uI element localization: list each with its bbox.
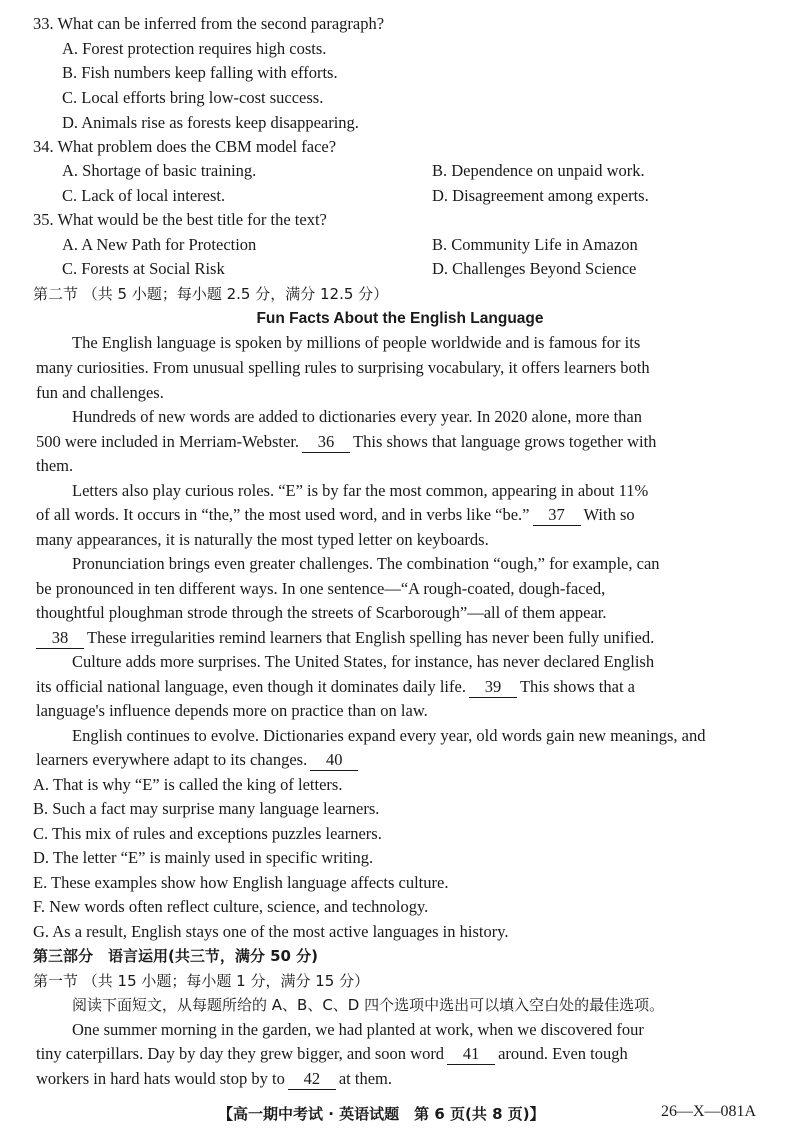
paragraph-4-line-4 [36,628,766,649]
question-35-option-c: C. Forests at Social Risk [62,259,225,278]
paragraph-3-line-2 [36,505,766,526]
paragraph-5-line-3: language's influence depends more on practice than on law. [36,701,428,720]
paragraph-2-line-1: Hundreds of new words are added to dictionaries every year. In 2020 alone, more than [72,407,642,426]
paragraph-1-line-3: fun and challenges. [36,383,164,402]
paragraph-6-line-1: English continues to evolve. Dictionaries expand every year, old words gain new meanings, and [72,726,706,745]
question-33-stem: 33. What can be inferred from the second paragraph? [33,14,385,33]
question-34-option-a: A. Shortage of basic training. [62,161,257,180]
paragraph-1-line-2: many curiosities. From unusual spelling rules to surprising vocabulary, it offers learners both [36,358,650,377]
section-2-header: 第二节 （共 5 小题；每小题 2.5 分，满分 12.5 分） [33,285,389,303]
footer-code: 26—X—081A [661,1103,757,1120]
paragraph-2-text-b: This shows that language grows together with [353,432,657,451]
blank-42: 42 [288,1069,336,1090]
blank-37: 37 [533,505,581,526]
question-34-option-b: B. Dependence on unpaid work. [432,161,645,180]
option-f: F. New words often reflect culture, science, and technology. [33,897,429,916]
cloze-line-2 [36,1044,766,1065]
paragraph-6-text: learners everywhere adapt to its changes. [36,750,308,769]
cloze-text-d: at them. [338,1069,393,1088]
cloze-line-3 [36,1069,766,1090]
question-35-option-b: B. Community Life in Amazon [432,235,638,254]
paragraph-2-line-2 [36,432,766,453]
option-c: C. This mix of rules and exceptions puzzles learners. [33,824,382,843]
option-a: A. That is why “E” is called the king of letters. [33,775,343,794]
blank-36: 36 [302,432,350,453]
paragraph-4-line-3: thoughtful ploughman strode through the streets of Scarborough”—all of them appear. [36,603,607,622]
paragraph-3-text-a: of all words. It occurs in “the,” the most used word, and in verbs like “be.” [36,505,530,524]
paragraph-5-text-a: its official national language, even though it dominates daily life. [36,677,466,696]
question-34-option-d: D. Disagreement among experts. [432,186,649,205]
blank-39: 39 [469,677,517,698]
question-34-option-c: C. Lack of local interest. [62,186,226,205]
cloze-text-a: tiny caterpillars. Day by day they grew bigger, and soon word [36,1044,445,1063]
paragraph-5-text-b: This shows that a [519,677,636,696]
paragraph-3-line-3: many appearances, it is naturally the most typed letter on keyboards. [36,530,489,549]
paragraph-4-line-1: Pronunciation brings even greater challenges. The combination “ough,” for example, can [72,554,660,573]
paragraph-5-line-2 [36,677,766,698]
question-35-option-d: D. Challenges Beyond Science [432,259,637,278]
option-d: D. The letter “E” is mainly used in specific writing. [33,848,374,867]
cloze-text-c: workers in hard hats would stop by to [36,1069,285,1088]
question-35-option-a: A. A New Path for Protection [62,235,257,254]
paragraph-2-text-a: 500 were included in Merriam-Webster. [36,432,300,451]
question-33-option-c: C. Local efforts bring low-cost success. [62,88,324,107]
paragraph-1-line-1: The English language is spoken by millions of people worldwide and is famous for its [72,333,641,352]
section-1-header: 第一节 （共 15 小题；每小题 1 分，满分 15 分） [33,972,370,990]
question-34-stem: 34. What problem does the CBM model face? [33,137,337,156]
blank-38: 38 [36,628,84,649]
paragraph-2-line-3: them. [36,456,74,475]
paragraph-4-line-2: be pronounced in ten different ways. In one sentence—“A rough-coated, dough-faced, [36,579,606,598]
question-33-option-b: B. Fish numbers keep falling with efforts. [62,63,338,82]
cloze-text-b: around. Even tough [498,1044,628,1063]
option-b: B. Such a fact may surprise many language learners. [33,799,380,818]
footer-title: 【高一期中考试 · 英语试题 第 6 页(共 8 页)】 [218,1105,545,1123]
question-35-stem: 35. What would be the best title for the text? [33,210,327,229]
question-33-option-a: A. Forest protection requires high costs. [62,39,327,58]
option-g: G. As a result, English stays one of the most active languages in history. [33,922,509,941]
cloze-instruction: 阅读下面短文，从每题所给的 A、B、C、D 四个选项中选出可以填入空白处的最佳选项。 [72,996,665,1014]
paragraph-3-text-b: With so [583,505,635,524]
paragraph-6-line-2 [36,750,766,771]
passage-title: Fun Facts About the English Language [256,310,544,327]
page-footer [0,1103,800,1127]
blank-41: 41 [447,1044,495,1065]
blank-40: 40 [310,750,358,771]
cloze-line-1: One summer morning in the garden, we had planted at work, when we discovered four [72,1020,644,1039]
paragraph-5-line-1: Culture adds more surprises. The United States, for instance, has never declared English [72,652,655,671]
paragraph-3-line-1: Letters also play curious roles. “E” is by far the most common, appearing in about 11% [72,481,649,500]
question-33-option-d: D. Animals rise as forests keep disappearing. [62,113,359,132]
option-e: E. These examples show how English language affects culture. [33,873,449,892]
part-3-header: 第三部分 语言运用(共三节，满分 50 分) [33,947,319,965]
paragraph-4-text: These irregularities remind learners that English spelling has never been fully unified. [87,628,655,647]
